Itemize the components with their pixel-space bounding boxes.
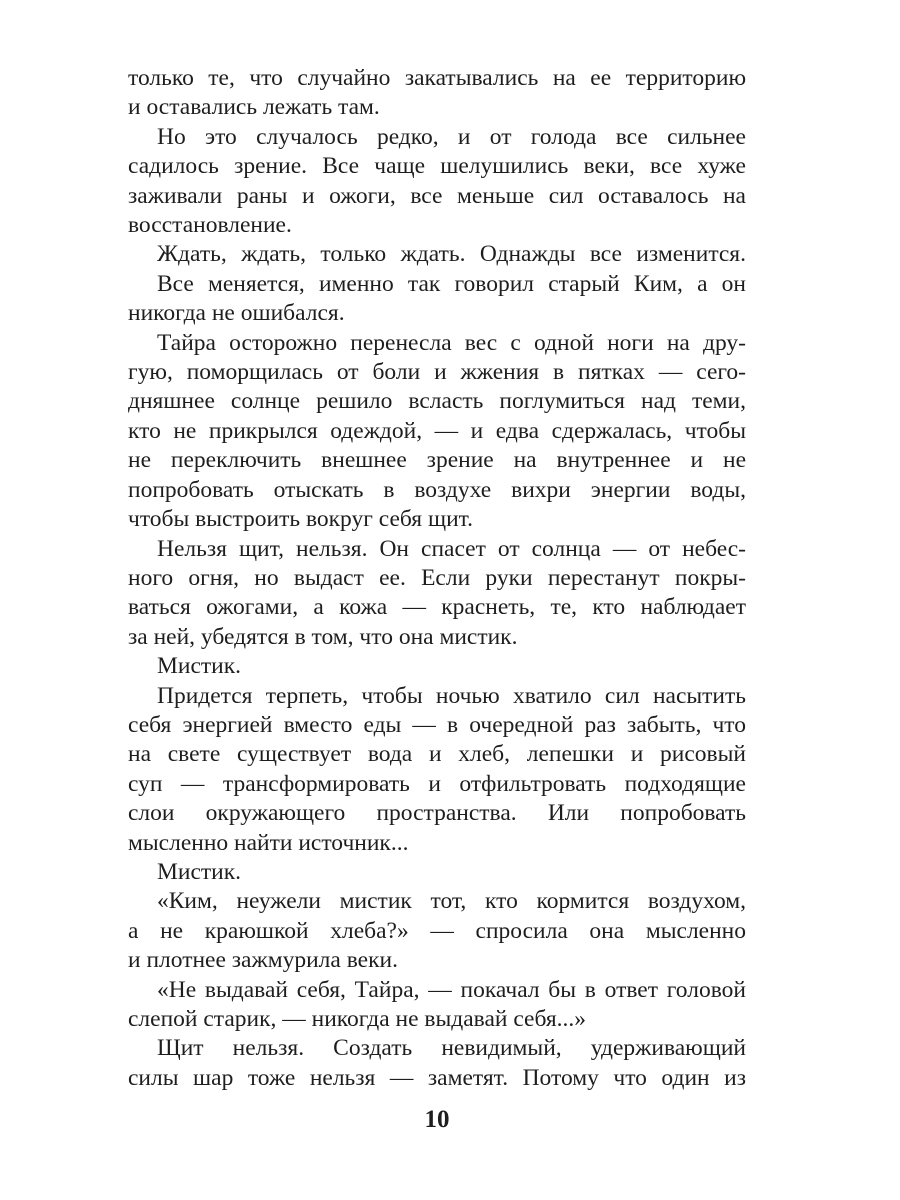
paragraph — [128, 652, 746, 681]
text-line: восстановление. — [128, 212, 292, 239]
text-line: Нельзя щит, нельзя. Он спасет от солнца — от небес- — [157, 535, 746, 562]
text-line: чтобы выстроить вокруг себя щит. — [128, 506, 474, 533]
text-line: попробовать отыскать в воздухе вихри энергии воды, — [128, 476, 746, 503]
text-line: а не краюшкой хлеба?» — спросила она мысленно — [128, 917, 746, 944]
text-line: Придется терпеть, чтобы ночью хватило сил насытить — [157, 682, 746, 709]
text-line: заживали раны и ожоги, все меньше сил оставалось на — [128, 182, 746, 209]
text-line: садилось зрение. Все чаще шелушились веки, все хуже — [128, 153, 746, 180]
paragraph — [128, 64, 746, 123]
paragraph — [128, 976, 746, 1035]
paragraph — [128, 329, 746, 535]
text-line: Но это случалось редко, и от голода все сильнее — [157, 123, 746, 150]
text-line: Тайра осторожно перенесла вес с одной ноги на дру- — [157, 329, 746, 356]
text-line: Ждать, ждать, только ждать. Однажды все изменится. — [157, 241, 746, 268]
text-line: Мистик. — [157, 858, 242, 885]
text-line: Мистик. — [157, 653, 242, 680]
text-line: суп — трансформировать и отфильтровать подходящие — [128, 770, 746, 797]
paragraph — [128, 240, 746, 269]
paragraph — [128, 123, 746, 241]
text-line: слои окружающего пространства. Или попробовать — [128, 800, 746, 827]
text-line: силы шар тоже нельзя — заметят. Потому что один из — [128, 1064, 746, 1091]
text-line: Щит нельзя. Создать невидимый, удерживающий — [157, 1035, 746, 1062]
paragraph — [128, 682, 746, 858]
page-text-block — [128, 64, 746, 1093]
text-line: «Не выдавай себя, Тайра, — покачал бы в ответ головой — [157, 976, 746, 1003]
text-line: ваться ожогами, а кожа — краснеть, те, кто наблюдает — [128, 594, 746, 621]
text-line: только те, что случайно закатывались на ее территорию — [128, 65, 746, 91]
text-line: «Ким, неужели мистик тот, кто кормится воздухом, — [157, 888, 746, 915]
text-line: мысленно найти источник... — [128, 829, 409, 856]
text-line: на свете существует вода и хлеб, лепешки и рисовый — [128, 741, 746, 768]
text-line: слепой старик, — никогда не выдавай себя...» — [128, 1006, 587, 1032]
text-line: и плотнее зажмурила веки. — [128, 947, 398, 974]
paragraph — [128, 1034, 746, 1093]
text-line: гую, поморщилась от боли и жжения в пятках — сего- — [128, 359, 746, 386]
text-line: за ней, убедятся в том, что она мистик. — [128, 623, 518, 650]
text-line: дняшнее солнце решило всласть поглумиться над теми, — [128, 388, 746, 415]
text-line: никогда не ошибался. — [128, 300, 345, 327]
paragraph — [128, 887, 746, 975]
paragraph — [128, 270, 746, 329]
page-number: 10 — [424, 1106, 450, 1133]
text-line: ного огня, но выдаст ее. Если руки перестанут покры- — [128, 564, 746, 591]
paragraph — [128, 858, 746, 887]
text-line: кто не прикрылся одеждой, — и едва сдержалась, чтобы — [128, 417, 746, 444]
text-line: и оставались лежать там. — [128, 94, 380, 121]
text-line: Все меняется, именно так говорил старый Ким, а он — [157, 270, 746, 297]
text-line: не переключить внешнее зрение на внутреннее и не — [128, 447, 746, 474]
paragraph — [128, 535, 746, 653]
text-line: себя энергией вместо еды — в очередной раз забыть, что — [128, 711, 746, 738]
